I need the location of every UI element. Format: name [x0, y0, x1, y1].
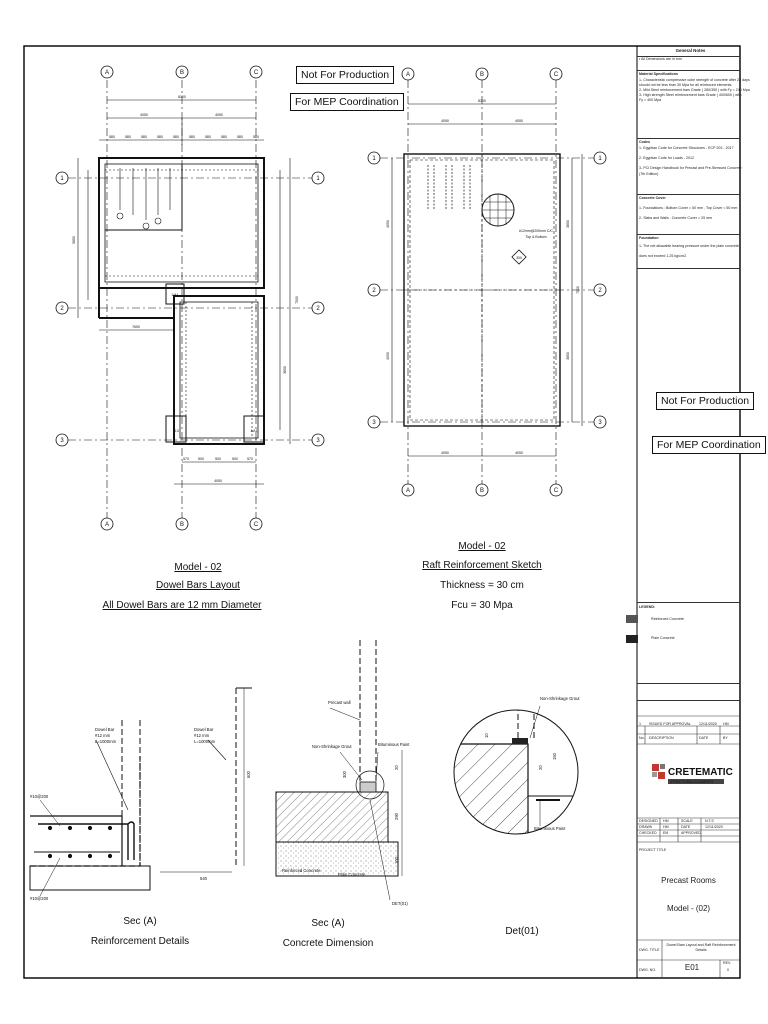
sec2-dim-2: 20	[394, 765, 399, 770]
codes-line-1: 1- Egyptian Code for Concrete Structures - ECP 203 - 2017	[639, 146, 734, 150]
p2-side-r1: 3850	[566, 220, 570, 228]
sec1-dim-h: 540	[200, 876, 207, 881]
p1-seg-7: 580	[205, 135, 211, 139]
p1-side-2: 7500	[295, 296, 299, 304]
p2-grid-c-top: C	[553, 72, 559, 78]
sign-2a: DRAWN	[639, 825, 653, 829]
p2-rebar-note: #12mm@200mm C/C	[519, 229, 553, 233]
rev-hdr-date: DATE	[699, 736, 709, 740]
det-title: Det(01)	[505, 926, 539, 937]
sec2-det-ref: DET(01)	[392, 901, 408, 906]
p1-grid-3-left: 3	[60, 438, 64, 444]
p1-grid-3-right: 3	[316, 438, 320, 444]
sec1-dim-v: 600	[246, 771, 251, 778]
codes-line-4: (7th Edition)	[639, 172, 659, 176]
p1-grid-2-right: 2	[316, 306, 320, 312]
p1-seg-1: 580	[109, 135, 115, 139]
det-bitumen: Bituminous Paint	[534, 826, 566, 831]
sec2-title: Sec (A)	[311, 918, 345, 929]
sign-1a: DESIGNED	[639, 819, 658, 823]
p1-grid-b-top: B	[179, 70, 185, 76]
dwg-title-label: DWG. TITLE	[639, 948, 660, 952]
sign-3c: APPROVED	[681, 831, 701, 835]
legend-rc: Reinforced Concrete	[651, 617, 684, 621]
sign-2b: HM	[663, 825, 669, 829]
project-model: Model - (02)	[666, 904, 711, 913]
sec1-bar-top: #10@200	[30, 794, 49, 799]
sec1-label-a1: Dowel Bar	[95, 727, 115, 732]
rev-hdr-no: No.	[639, 736, 645, 740]
sec2-dim-3: 290	[394, 813, 399, 820]
p2-grid-a-bot: A	[405, 488, 411, 494]
sign-3b: EM	[663, 831, 669, 835]
project-name: Precast Rooms	[661, 876, 716, 885]
p2-dim-top-1: 4050	[441, 119, 449, 123]
gn-line: • All Dimensions are in mm	[639, 57, 682, 61]
p2-side-l2: 4050	[386, 352, 390, 360]
sec2-dim-1: 300	[342, 771, 347, 778]
p2-grid-1-left: 1	[372, 156, 376, 162]
p2-grid-1-right: 1	[598, 156, 602, 162]
sec2-plain: Plain Concrete	[338, 872, 366, 877]
p1-side-4: 7650	[132, 325, 140, 329]
sec1-label-b2: #12 mm	[194, 733, 210, 738]
detail-01	[454, 660, 580, 852]
det-dim-2: 20	[538, 765, 543, 770]
cover-line-2: 2- Slabs and Walls : Concrete Cover = 25 mm	[639, 216, 713, 220]
dwg-no: E01	[684, 963, 700, 972]
sec1-label-a3: L=1000mm	[95, 739, 117, 744]
sec2-precast-wall: Precast wall	[328, 700, 351, 705]
codes-hdr: Codes	[639, 140, 650, 144]
p1-dim-overall: 8100	[178, 95, 186, 99]
p1-grid-a-bot: A	[104, 522, 110, 528]
p2-grid-2-right: 2	[598, 288, 602, 294]
p1-grid-2-left: 2	[60, 306, 64, 312]
title-block	[637, 46, 750, 978]
mat-line-3: 2- Mild Steel reinforcement bars Grade ( 280/350 ) with Fy = 240 Mpa	[639, 88, 750, 92]
p1-seg-9: 580	[237, 135, 243, 139]
sec2-dim-4: 100	[394, 857, 399, 864]
p1-bseg-1: 570	[183, 457, 189, 461]
mat-line-2: should not be less than 30 Mpa for all reinforced elements.	[639, 83, 733, 87]
p2-grid-3-right: 3	[598, 420, 602, 426]
p1-callout-1: 113	[173, 429, 179, 433]
section-concrete	[276, 640, 402, 900]
stamp-for-mep-2: For MEP Coordination	[652, 436, 766, 454]
sec2-bitumen: Bituminous Paint	[378, 742, 410, 747]
legend-hdr: LEGEND:	[639, 605, 656, 609]
p1-side-3: 3850	[283, 366, 287, 374]
sec2-grout: Non-Shrinkage Grout	[312, 744, 352, 749]
dwg-title: Dowel Bars Layout and Raft Reinforcement Details	[666, 943, 736, 952]
sec1-subtitle: Reinforcement Details	[90, 936, 190, 947]
p2-side-l1: 4050	[386, 220, 390, 228]
plan2-subtitle: Raft Reinforcement Sketch	[422, 560, 542, 571]
p1-bseg-4: 500	[232, 457, 238, 461]
logo-sub: STRUCTURAL ELEMENTS	[670, 780, 714, 784]
p1-callout-2: 1/A1	[250, 429, 258, 433]
p2-grid-a-top: A	[405, 72, 411, 78]
p1-dim-top-2: 4050	[215, 113, 223, 117]
det-grout: Non-Shrinkage Grout	[540, 696, 580, 701]
rev-number: 0	[727, 968, 729, 972]
p2-grid-c-bot: C	[553, 488, 559, 494]
p1-grid-1-right: 1	[316, 176, 320, 182]
stamp-not-for-production-1: Not For Production	[296, 66, 394, 84]
p2-side-r2: 7500	[576, 286, 580, 294]
sign-2d: 12/11/2020	[705, 825, 723, 829]
found-hdr: Foundation	[639, 236, 659, 240]
p2-grid-2-left: 2	[372, 288, 376, 294]
plan2-thickness: Thickness = 30 cm	[440, 580, 524, 591]
p1-dim-top-1: 4050	[140, 113, 148, 117]
p1-side-1: 5850	[72, 236, 76, 244]
project-title-label: PROJECT TITLE	[639, 848, 667, 852]
sign-1b: HM	[663, 819, 669, 823]
p2-dim-top-2: 4050	[515, 119, 523, 123]
p1-grid-b-bot: B	[179, 522, 185, 528]
p2-tag: 300	[516, 256, 522, 260]
sec1-label-b1: Dowel Bar	[194, 727, 214, 732]
sign-1d: N.T.S	[705, 819, 714, 823]
cover-line-1: 1- Foundations : Bottom Cover = 50 mm , Top Cover = 50 mm	[639, 206, 738, 210]
general-notes-title: General Notes	[675, 48, 706, 53]
plan2-title: Model - 02	[458, 541, 506, 552]
found-line-1: 1- The net allowable bearing pressure under the plain concrete	[639, 244, 739, 248]
p1-callout-3: 1/A1	[171, 293, 179, 297]
sec1-bar-bot: #10@200	[30, 896, 49, 901]
plan2-fcu: Fcu = 30 Mpa	[451, 600, 513, 611]
logo-main: CRETEMATIC	[668, 767, 733, 778]
p1-grid-c-bot: C	[253, 522, 259, 528]
plan1-subtitle: Dowel Bars Layout	[156, 580, 240, 591]
plan-dowel-bars	[68, 80, 312, 518]
plan-raft	[380, 80, 594, 484]
sign-1c: SCALE	[681, 819, 693, 823]
legend-pc: Plain Concrete	[651, 636, 675, 640]
p1-seg-6: 580	[189, 135, 195, 139]
p1-seg-2: 580	[125, 135, 131, 139]
rev-hdr-by: BY	[723, 736, 728, 740]
found-line-2: does not exceed 1.25 kg/cm2.	[639, 254, 687, 258]
p2-dim-overall: 8100	[478, 99, 486, 103]
rev-no: 1	[639, 722, 641, 726]
p2-rebar-note2: Top & Bottom	[525, 235, 547, 239]
p1-bseg-2: 500	[198, 457, 204, 461]
p1-dim-bottom: 4050	[214, 479, 222, 483]
dwg-no-label: DWG. NO.	[639, 968, 657, 972]
mat-line-4: 3- High strength Steel reinforcement bars Grade ( 400/600 ) with	[639, 93, 742, 97]
rev-desc: ISSUED FOR APPROVAL	[649, 722, 691, 726]
mat-line-1: 1- Characteristic compressive cube strength of concrete after 28 days	[639, 78, 750, 82]
rev-hdr-desc: DESCRIPTION	[649, 736, 674, 740]
p1-grid-1-left: 1	[60, 176, 64, 182]
p1-seg-4: 580	[157, 135, 163, 139]
cover-hdr: Concrete Cover	[639, 196, 666, 200]
p1-seg-5: 580	[173, 135, 179, 139]
p1-grid-c-top: C	[253, 70, 259, 76]
mat-hdr: Material Specifications	[639, 72, 678, 76]
stamp-not-for-production-2: Not For Production	[656, 392, 754, 410]
det-dim-3: 150	[552, 753, 557, 760]
sec1-label-a2: #12 mm	[95, 733, 111, 738]
section-reinforcement	[30, 688, 252, 896]
sec2-reinforced: Reinforced Concrete	[282, 868, 321, 873]
mat-line-5: Fy = 400 Mpa	[639, 98, 662, 102]
stamp-for-mep-1: For MEP Coordination	[290, 93, 404, 111]
det-dim-1: 10	[484, 733, 489, 738]
rev-by: HM	[723, 722, 729, 726]
p1-bseg-5: 570	[247, 457, 253, 461]
p1-grid-a-top: A	[104, 70, 110, 76]
p2-dim-bot-2: 4050	[515, 451, 523, 455]
p2-side-r3: 3850	[566, 352, 570, 360]
p1-seg-8: 580	[221, 135, 227, 139]
sec1-title: Sec (A)	[123, 916, 157, 927]
p2-grid-b-bot: B	[479, 488, 485, 494]
p2-dim-bot-1: 4050	[441, 451, 449, 455]
plan1-title: Model - 02	[174, 562, 222, 573]
codes-line-2: 2- Egyptian Code for Loads - 2012	[639, 156, 694, 160]
plan1-note: All Dowel Bars are 12 mm Diameter	[102, 600, 262, 611]
p2-grid-b-top: B	[479, 72, 485, 78]
sign-2c: DATE	[681, 825, 691, 829]
rev-label: REV.	[723, 961, 732, 965]
codes-line-3: 3- PCI Design Handbook for Precast and Pre-Stressed Concrete	[639, 166, 742, 170]
p1-seg-10: 580	[253, 135, 259, 139]
p1-seg-3: 580	[141, 135, 147, 139]
sign-3a: CHECKED	[639, 831, 657, 835]
p2-grid-3-left: 3	[372, 420, 376, 426]
p1-bseg-3: 500	[215, 457, 221, 461]
sec1-label-b3: L=1000mm	[194, 739, 216, 744]
sec2-subtitle: Concrete Dimension	[282, 938, 374, 949]
rev-date: 12/11/2020	[699, 722, 717, 726]
